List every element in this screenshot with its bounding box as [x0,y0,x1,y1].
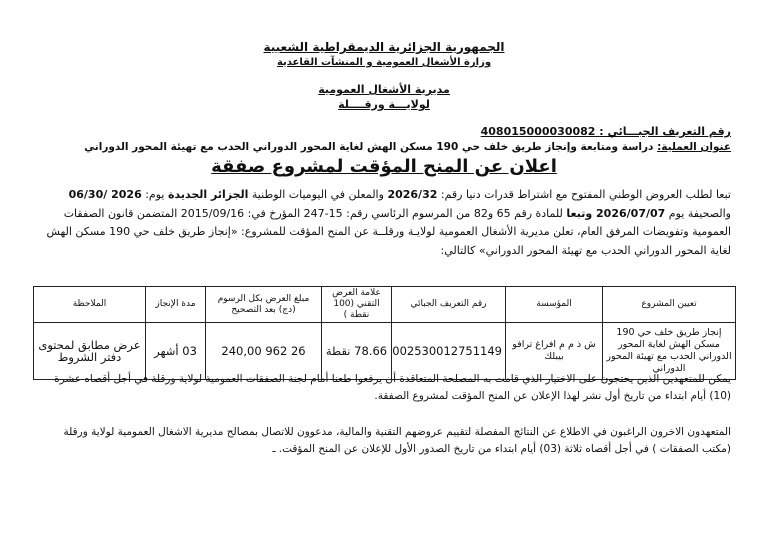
col-header-company: المؤسسة [506,287,603,323]
intro-text-3: يوم: [141,188,168,201]
publication-date-2: 2026/07/07 [596,206,666,220]
cell-company: ش ذ م م افراغ ترافو بيبلك [506,323,603,380]
cell-technical-score: 78.66 نقطة [322,323,392,380]
cell-project: إنجاز طريق خلف حي 190 مسكن الهش لغاية المحور الدوراني الحدب مع تهيئة المحور الدوراني [603,323,736,380]
intro-paragraph [33,186,731,260]
table-header-row [34,287,736,323]
results-consultation-paragraph: المتعهدون الاخرون الراغبون في الاطلاع عن النتائج المفصلة لتقييم عروضهم التقنية والمالية، مدعوون للاتصال بمصالح مديرية الاشغال العمومية لولاية ورقلة (مكتب الصفقات ) في أجل أقصاه ثلاثة (03) أيام ابتداء من تاريخ الصدور الأول للإعلان عن المنح المؤقت. ـ [63,426,731,455]
intro-text-2: والمعلن في اليوميات الوطنية [248,188,388,201]
intro-bold-wataba: وتبعا [566,206,597,220]
cell-tax-id: 002530012751149 [392,323,506,380]
fiscal-id-line [481,125,731,138]
col-header-duration: مدة الإنجاز [146,287,206,323]
col-header-technical-score: علامة العرض التقني (100 نقطة ) [322,287,392,323]
cell-remark: عرض مطابق لمحتوى دفتر الشروط [34,323,146,380]
intro-text-4: والصحيفة يوم [665,206,731,220]
tender-number: 2026/32 [387,188,438,201]
intro-text-1: تبعا لطلب العروض الوطني المفتوح مع اشتراط قدرات دنيا رقم: [437,188,731,201]
cell-duration: 03 أشهر [146,323,206,380]
operation-label: عنوان العملية: [657,141,731,153]
fiscal-id-label: رقم التعريف الجبـــائي : [599,125,731,138]
publication-date-1: 2026 /06/30 [68,188,142,201]
col-header-amount: مبلغ العرض بكل الرسوم (دج) بعد التصحيح [206,287,322,323]
col-header-project: تعيين المشروع [603,287,736,323]
fiscal-id-value: 408015000030082 [480,125,596,138]
operation-line [40,140,731,154]
republic-heading: الجمهورية الجزائرية الديمقراطية الشعبية [263,40,505,54]
intro-text-5: للمادة رقم 65 و82 من المرسوم الرئاسي رقم: 15-247 المؤرخ في: 2015/09/16 المتضمن قانون الصفقات العمومية وتفويضات المرفق العام، تعلن مديرية الأشغال العمومية لولايـة ورقلــة عن المنح المؤقت للمشروع: «إنجاز طريق خلف حي 190 مسكن الهش لغاية المحور الدوراني الحدب مع تهيئة المحور الدوراني» كالتالي: [46,206,731,257]
newspaper-name: الجزائر الجديدة [168,188,249,201]
cell-amount: 26 962 240,00 [206,323,322,380]
directorate-heading: مديرية الأشغال العمومية [318,83,450,96]
col-header-tax-id: رقم التعريف الجبائي [392,287,506,323]
award-table [33,286,736,380]
letterhead [0,40,768,112]
col-header-remark: الملاحظة [34,287,146,323]
wilaya-heading: لولايـــة ورقــــلة [338,98,430,111]
ministry-heading: وزارة الأشغال العمومية و المنشآت القاعدية [276,57,492,68]
announcement-title: اعلان عن المنح المؤقت لمشروع صفقة [211,156,557,177]
appeal-paragraph: يمكن للمتعهدين الذين يحتجون على الاختيار الذي قامت به المصلحة المتعاقدة أن يرفعوا طعنا أمام لجنة الصفقات العمومية لولاية ورقلة في أجل أقصاه عشرة (10) أيام ابتداء من تاريخ أول نشر لهذا الإعلان عن المنح المؤقت لمشروع الصفقة. [54,373,731,402]
operation-text: دراسة ومتابعة وإنجاز طريق خلف حي 190 مسكن الهش لغاية المحور الدوراني الحدب مع تهيئة المحور الدوراني [84,141,654,153]
